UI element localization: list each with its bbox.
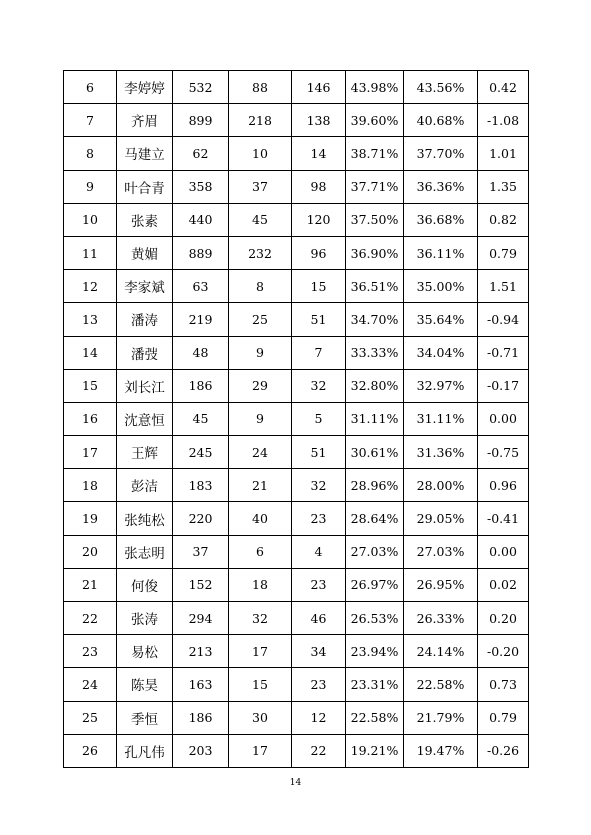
- col-b-cell: 7: [292, 336, 346, 369]
- total-cell: 440: [173, 203, 229, 236]
- col-b-cell: 22: [292, 734, 346, 767]
- table-row: [64, 635, 529, 668]
- total-cell: 186: [173, 701, 229, 734]
- col-a-cell: 17: [229, 734, 292, 767]
- table-row: [64, 535, 529, 568]
- total-cell: 163: [173, 668, 229, 701]
- rank-cell: 8: [64, 137, 117, 170]
- col-b-cell: 4: [292, 535, 346, 568]
- rate-a-cell: 23.94%: [346, 635, 404, 668]
- total-cell: 358: [173, 170, 229, 203]
- difference-cell: 0.42: [478, 71, 529, 104]
- col-b-cell: 32: [292, 469, 346, 502]
- col-a-cell: 21: [229, 469, 292, 502]
- total-cell: 37: [173, 535, 229, 568]
- table-row: [64, 734, 529, 767]
- name-cell: 何俊: [117, 568, 173, 601]
- difference-cell: 0.79: [478, 701, 529, 734]
- difference-cell: 0.79: [478, 236, 529, 269]
- total-cell: 48: [173, 336, 229, 369]
- col-a-cell: 88: [229, 71, 292, 104]
- table-row: [64, 104, 529, 137]
- name-cell: 李家斌: [117, 270, 173, 303]
- rate-b-cell: 24.14%: [404, 635, 478, 668]
- difference-cell: 1.51: [478, 270, 529, 303]
- rate-a-cell: 38.71%: [346, 137, 404, 170]
- difference-cell: 0.00: [478, 535, 529, 568]
- name-cell: 齐眉: [117, 104, 173, 137]
- rate-a-cell: 34.70%: [346, 303, 404, 336]
- rate-b-cell: 26.95%: [404, 568, 478, 601]
- rate-b-cell: 36.11%: [404, 236, 478, 269]
- col-a-cell: 9: [229, 402, 292, 435]
- difference-cell: 0.73: [478, 668, 529, 701]
- rate-b-cell: 29.05%: [404, 502, 478, 535]
- rate-b-cell: 34.04%: [404, 336, 478, 369]
- rate-b-cell: 36.36%: [404, 170, 478, 203]
- rate-b-cell: 31.36%: [404, 436, 478, 469]
- rank-cell: 13: [64, 303, 117, 336]
- col-a-cell: 40: [229, 502, 292, 535]
- rank-cell: 9: [64, 170, 117, 203]
- name-cell: 孔凡伟: [117, 734, 173, 767]
- col-b-cell: 15: [292, 270, 346, 303]
- table-row: [64, 668, 529, 701]
- col-b-cell: 5: [292, 402, 346, 435]
- table-row: [64, 568, 529, 601]
- rate-b-cell: 22.58%: [404, 668, 478, 701]
- total-cell: 183: [173, 469, 229, 502]
- rank-cell: 21: [64, 568, 117, 601]
- difference-cell: -0.71: [478, 336, 529, 369]
- table-row: [64, 336, 529, 369]
- difference-cell: -0.94: [478, 303, 529, 336]
- name-cell: 马建立: [117, 137, 173, 170]
- name-cell: 沈意恒: [117, 402, 173, 435]
- rank-cell: 26: [64, 734, 117, 767]
- rate-b-cell: 26.33%: [404, 602, 478, 635]
- total-cell: 532: [173, 71, 229, 104]
- rate-a-cell: 22.58%: [346, 701, 404, 734]
- rank-cell: 22: [64, 602, 117, 635]
- rate-a-cell: 19.21%: [346, 734, 404, 767]
- table-body: [64, 71, 529, 768]
- col-b-cell: 96: [292, 236, 346, 269]
- name-cell: 潘弢: [117, 336, 173, 369]
- name-cell: 彭洁: [117, 469, 173, 502]
- rank-cell: 18: [64, 469, 117, 502]
- rate-b-cell: 40.68%: [404, 104, 478, 137]
- col-a-cell: 15: [229, 668, 292, 701]
- col-b-cell: 120: [292, 203, 346, 236]
- rank-cell: 25: [64, 701, 117, 734]
- rank-cell: 6: [64, 71, 117, 104]
- difference-cell: -0.17: [478, 369, 529, 402]
- col-b-cell: 32: [292, 369, 346, 402]
- rank-cell: 10: [64, 203, 117, 236]
- total-cell: 899: [173, 104, 229, 137]
- rate-b-cell: 36.68%: [404, 203, 478, 236]
- rate-a-cell: 43.98%: [346, 71, 404, 104]
- rate-a-cell: 36.90%: [346, 236, 404, 269]
- table-row: [64, 270, 529, 303]
- name-cell: 潘涛: [117, 303, 173, 336]
- table-row: [64, 236, 529, 269]
- col-b-cell: 46: [292, 602, 346, 635]
- name-cell: 叶合青: [117, 170, 173, 203]
- name-cell: 黄媚: [117, 236, 173, 269]
- rate-a-cell: 32.80%: [346, 369, 404, 402]
- difference-cell: 0.82: [478, 203, 529, 236]
- rank-cell: 16: [64, 402, 117, 435]
- total-cell: 62: [173, 137, 229, 170]
- table-row: [64, 469, 529, 502]
- col-a-cell: 24: [229, 436, 292, 469]
- col-b-cell: 34: [292, 635, 346, 668]
- rank-cell: 20: [64, 535, 117, 568]
- rate-a-cell: 36.51%: [346, 270, 404, 303]
- col-b-cell: 98: [292, 170, 346, 203]
- col-a-cell: 45: [229, 203, 292, 236]
- col-a-cell: 29: [229, 369, 292, 402]
- col-a-cell: 232: [229, 236, 292, 269]
- rate-a-cell: 28.96%: [346, 469, 404, 502]
- col-a-cell: 25: [229, 303, 292, 336]
- difference-cell: -0.26: [478, 734, 529, 767]
- total-cell: 45: [173, 402, 229, 435]
- col-a-cell: 18: [229, 568, 292, 601]
- rank-cell: 23: [64, 635, 117, 668]
- total-cell: 186: [173, 369, 229, 402]
- difference-cell: 0.00: [478, 402, 529, 435]
- total-cell: 245: [173, 436, 229, 469]
- col-a-cell: 32: [229, 602, 292, 635]
- name-cell: 季恒: [117, 701, 173, 734]
- col-b-cell: 51: [292, 436, 346, 469]
- name-cell: 张纯松: [117, 502, 173, 535]
- rate-b-cell: 19.47%: [404, 734, 478, 767]
- rank-cell: 15: [64, 369, 117, 402]
- page-number: 14: [289, 778, 302, 788]
- table-row: [64, 170, 529, 203]
- col-a-cell: 10: [229, 137, 292, 170]
- rate-a-cell: 27.03%: [346, 535, 404, 568]
- total-cell: 203: [173, 734, 229, 767]
- rate-b-cell: 37.70%: [404, 137, 478, 170]
- rate-b-cell: 43.56%: [404, 71, 478, 104]
- col-b-cell: 146: [292, 71, 346, 104]
- rate-a-cell: 33.33%: [346, 336, 404, 369]
- name-cell: 张涛: [117, 602, 173, 635]
- difference-cell: 0.20: [478, 602, 529, 635]
- difference-cell: 1.35: [478, 170, 529, 203]
- total-cell: 889: [173, 236, 229, 269]
- col-a-cell: 6: [229, 535, 292, 568]
- rate-b-cell: 35.00%: [404, 270, 478, 303]
- rate-b-cell: 21.79%: [404, 701, 478, 734]
- rank-cell: 12: [64, 270, 117, 303]
- table-row: [64, 402, 529, 435]
- ranking-table: [63, 70, 529, 768]
- table-row: [64, 71, 529, 104]
- total-cell: 63: [173, 270, 229, 303]
- table-row: [64, 137, 529, 170]
- difference-cell: -0.75: [478, 436, 529, 469]
- name-cell: 陈昊: [117, 668, 173, 701]
- name-cell: 张志明: [117, 535, 173, 568]
- table-row: [64, 502, 529, 535]
- difference-cell: 0.02: [478, 568, 529, 601]
- total-cell: 152: [173, 568, 229, 601]
- table-row: [64, 369, 529, 402]
- col-a-cell: 8: [229, 270, 292, 303]
- table-row: [64, 303, 529, 336]
- difference-cell: 1.01: [478, 137, 529, 170]
- rate-b-cell: 28.00%: [404, 469, 478, 502]
- rate-a-cell: 37.50%: [346, 203, 404, 236]
- rate-a-cell: 30.61%: [346, 436, 404, 469]
- name-cell: 易松: [117, 635, 173, 668]
- col-a-cell: 9: [229, 336, 292, 369]
- col-b-cell: 14: [292, 137, 346, 170]
- name-cell: 刘长江: [117, 369, 173, 402]
- rank-cell: 14: [64, 336, 117, 369]
- col-a-cell: 218: [229, 104, 292, 137]
- col-b-cell: 12: [292, 701, 346, 734]
- total-cell: 294: [173, 602, 229, 635]
- difference-cell: -0.41: [478, 502, 529, 535]
- difference-cell: 0.96: [478, 469, 529, 502]
- col-a-cell: 37: [229, 170, 292, 203]
- rank-cell: 11: [64, 236, 117, 269]
- rank-cell: 7: [64, 104, 117, 137]
- rate-a-cell: 23.31%: [346, 668, 404, 701]
- rank-cell: 24: [64, 668, 117, 701]
- rank-cell: 17: [64, 436, 117, 469]
- table-row: [64, 602, 529, 635]
- rate-a-cell: 26.97%: [346, 568, 404, 601]
- col-b-cell: 51: [292, 303, 346, 336]
- col-b-cell: 23: [292, 568, 346, 601]
- col-b-cell: 138: [292, 104, 346, 137]
- rate-a-cell: 26.53%: [346, 602, 404, 635]
- table-row: [64, 203, 529, 236]
- rate-b-cell: 32.97%: [404, 369, 478, 402]
- rate-a-cell: 31.11%: [346, 402, 404, 435]
- rate-b-cell: 27.03%: [404, 535, 478, 568]
- table-row: [64, 436, 529, 469]
- name-cell: 李婷婷: [117, 71, 173, 104]
- col-a-cell: 17: [229, 635, 292, 668]
- name-cell: 王辉: [117, 436, 173, 469]
- col-b-cell: 23: [292, 502, 346, 535]
- rate-a-cell: 39.60%: [346, 104, 404, 137]
- rank-cell: 19: [64, 502, 117, 535]
- col-a-cell: 30: [229, 701, 292, 734]
- total-cell: 213: [173, 635, 229, 668]
- table-row: [64, 701, 529, 734]
- rate-a-cell: 28.64%: [346, 502, 404, 535]
- total-cell: 219: [173, 303, 229, 336]
- col-b-cell: 23: [292, 668, 346, 701]
- rate-a-cell: 37.71%: [346, 170, 404, 203]
- difference-cell: -0.20: [478, 635, 529, 668]
- difference-cell: -1.08: [478, 104, 529, 137]
- rate-b-cell: 31.11%: [404, 402, 478, 435]
- rate-b-cell: 35.64%: [404, 303, 478, 336]
- name-cell: 张素: [117, 203, 173, 236]
- total-cell: 220: [173, 502, 229, 535]
